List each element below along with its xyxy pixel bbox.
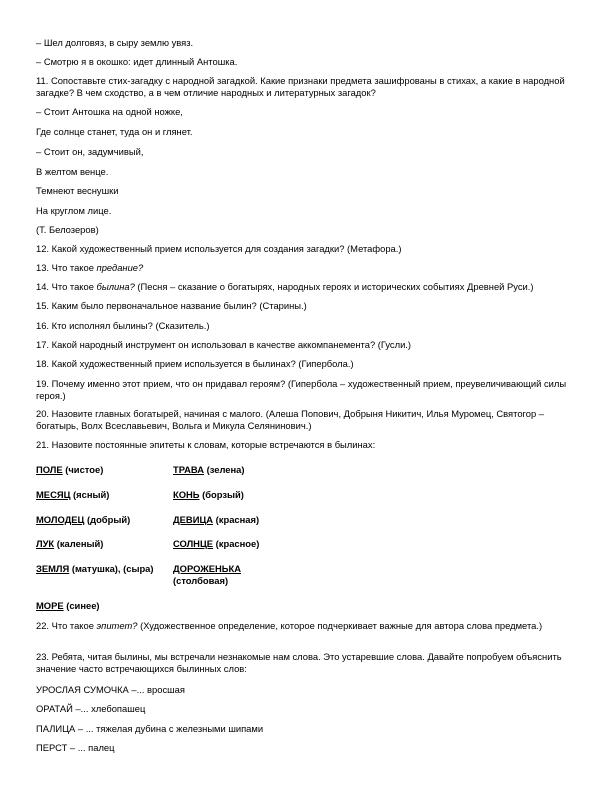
epithet-item: МОЛОДЕЦ (добрый) (36, 514, 131, 525)
question-15: 15. Каким было первоначальное название былин? (Старины.) (36, 300, 307, 311)
epithet-item: ДЕВИЦА (красная) (173, 514, 260, 525)
question-22: 22. Что такое эпитет? (Художественное определение, которое подчеркивает важные для автора слова предмета.) (36, 620, 543, 631)
glossary-item: ПЕРСТ – ... палец (36, 742, 115, 753)
epithet-item: МЕСЯЦ (ясный) (36, 489, 110, 500)
text-line: – Смотрю я в окошко: идет длинный Антошка. (36, 56, 238, 67)
question-18: 18. Какой художественный прием используется в былинах? (Гипербола.) (36, 358, 354, 369)
question-14: 14. Что такое былина? (Песня – сказание о богатырях, народных героях и исторических событиях Древней Руси.) (36, 281, 534, 292)
question-12: 12. Какой художественный прием используется для создания загадки? (Метафора.) (36, 243, 402, 254)
question-17: 17. Какой народный инструмент он использовал в качестве аккомпанемента? (Гусли.) (36, 339, 412, 350)
poem-line: На круглом лице. (36, 205, 112, 216)
glossary-item: УРОСЛАЯ СУМОЧКА –... вросшая (36, 684, 185, 695)
epithet-item: ТРАВА (зелена) (173, 464, 245, 475)
question-20: 20. Назовите главных богатырей, начиная с малого. (Алеша Попович, Добрыня Никитич, Илья Муромец, Святогор – богатырь, Волх Всеславьевич, Вольга и Микула Селянинович.) (36, 408, 544, 431)
question-23: 23. Ребята, читая былины, мы встречали незнакомые нам слова. Это устаревшие слова. Давайте попробуем объяснить значение часто встречающихся былинных слов: (36, 651, 562, 674)
text-line: – Шел долговяз, в сыру землю увяз. (36, 37, 194, 48)
epithet-item: КОНЬ (борзый) (173, 489, 244, 500)
question-21: 21. Назовите постоянные эпитеты к словам, которые встречаются в былинах: (36, 439, 376, 450)
term-italic: эпитет? (96, 620, 138, 631)
question-13: 13. Что такое предание? (36, 262, 144, 273)
question-19: 19. Почему именно этот прием, что он придавал героям? (Гипербола – художественный прием, преувеличивающий силы героя.) (36, 378, 567, 401)
epithet-item: СОЛНЦЕ (красное) (173, 538, 260, 549)
question-16: 16. Кто исполнял былины? (Сказитель.) (36, 320, 210, 331)
poem-author: (Т. Белозеров) (36, 224, 99, 235)
poem-line: Темнеют веснушки (36, 185, 119, 196)
epithet-item: ДОРОЖЕНЬКА (столбовая) (173, 563, 241, 586)
epithet-item: ПОЛЕ (чистое) (36, 464, 104, 475)
term-italic: былина? (96, 281, 135, 292)
poem-line: – Стоит Антошка на одной ножке, (36, 106, 183, 117)
term-italic: предание? (96, 262, 144, 273)
poem-line: Где солнце станет, туда он и глянет. (36, 126, 193, 137)
poem-line: В желтом венце. (36, 166, 109, 177)
question-11: 11. Сопоставьте стих-загадку с народной загадкой. Какие признаки предмета зашифрованы в стихах, а какие в народной загадке? В чем сходство, а в чем отличие народных и литературных загадок? (36, 75, 565, 98)
glossary-item: ОРАТАЙ –... хлебопашец (36, 703, 146, 714)
glossary-item: ПАЛИЦА – ... тяжелая дубина с железными шипами (36, 723, 264, 734)
poem-line: – Стоит он, задумчивый, (36, 146, 144, 157)
epithet-item: ЛУК (каленый) (36, 538, 104, 549)
epithet-item: МОРЕ (синее) (36, 600, 100, 611)
epithet-item: ЗЕМЛЯ (матушка), (сыра) (36, 563, 154, 574)
